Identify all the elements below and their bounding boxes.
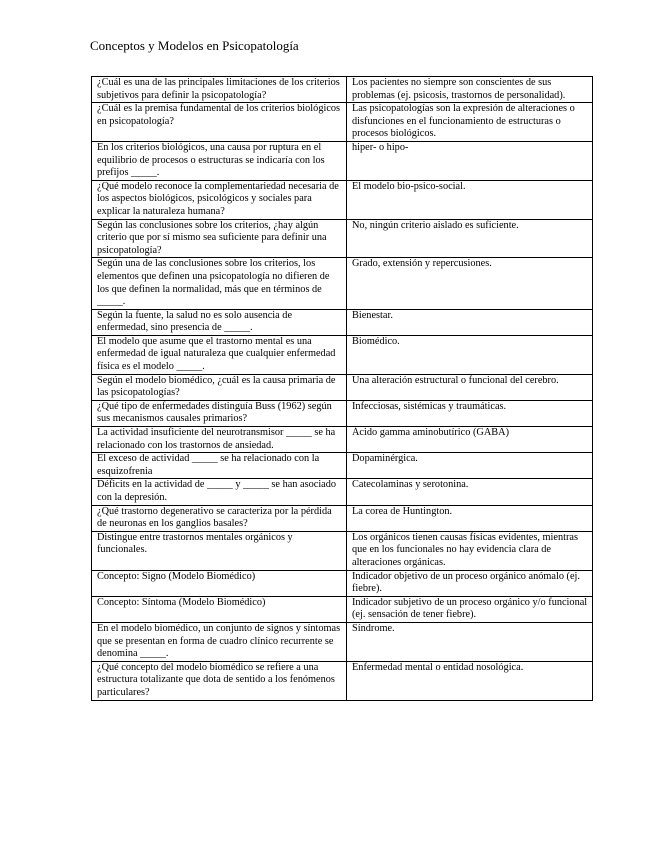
- table-row: [92, 141, 593, 180]
- answer-cell: Biomédico.: [347, 335, 593, 374]
- answer-cell: Ácido gamma aminobutírico (GABA): [347, 427, 593, 453]
- table-row: [92, 335, 593, 374]
- question-cell: Distingue entre trastornos mentales orgánicos y funcionales.: [92, 531, 347, 570]
- answer-cell: La corea de Huntington.: [347, 505, 593, 531]
- question-cell: Según una de las conclusiones sobre los criterios, los elementos que definen una psicopatología no difieren de los que definen la normalidad, más que en términos de _____.: [92, 258, 347, 309]
- question-cell: En el modelo biomédico, un conjunto de signos y síntomas que se presentan en forma de cuadro clínico recurrente se denomina _____.: [92, 622, 347, 661]
- table-row: [92, 374, 593, 400]
- table-row: [92, 596, 593, 622]
- answer-cell: El modelo bio-psico-social.: [347, 180, 593, 219]
- table-row: [92, 427, 593, 453]
- table-row: [92, 505, 593, 531]
- answer-cell: No, ningún criterio aislado es suficiente.: [347, 219, 593, 258]
- answer-cell: Las psicopatologías son la expresión de alteraciones o disfunciones en el funcionamiento de estructuras o procesos biológicos.: [347, 103, 593, 142]
- table-row: [92, 309, 593, 335]
- answer-cell: Catecolaminas y serotonina.: [347, 479, 593, 505]
- answer-cell: Indicador subjetivo de un proceso orgánico y/o funcional (ej. sensación de tener fiebre).: [347, 596, 593, 622]
- question-cell: Concepto: Signo (Modelo Biomédico): [92, 570, 347, 596]
- answer-cell: hiper- o hipo-: [347, 141, 593, 180]
- table-row: [92, 258, 593, 309]
- answer-cell: Bienestar.: [347, 309, 593, 335]
- question-cell: La actividad insuficiente del neurotransmisor _____ se ha relacionado con los trastornos de ansiedad.: [92, 427, 347, 453]
- question-cell: Según la fuente, la salud no es solo ausencia de enfermedad, sino presencia de _____.: [92, 309, 347, 335]
- table-row: [92, 661, 593, 700]
- question-cell: Déficits en la actividad de _____ y _____ se han asociado con la depresión.: [92, 479, 347, 505]
- question-cell: ¿Qué concepto del modelo biomédico se refiere a una estructura totalizante que dota de sentido a los fenómenos particulares?: [92, 661, 347, 700]
- table-row: [92, 570, 593, 596]
- answer-cell: Los pacientes no siempre son conscientes de sus problemas (ej. psicosis, trastornos de personalidad).: [347, 77, 593, 103]
- question-cell: Según las conclusiones sobre los criterios, ¿hay algún criterio que por sí mismo sea suficiente para definir una psicopatología?: [92, 219, 347, 258]
- question-cell: ¿Qué trastorno degenerativo se caracteriza por la pérdida de neuronas en los ganglios basales?: [92, 505, 347, 531]
- table-row: [92, 103, 593, 142]
- qa-table: [91, 76, 593, 701]
- answer-cell: Enfermedad mental o entidad nosológica.: [347, 661, 593, 700]
- table-row: [92, 180, 593, 219]
- answer-cell: Infecciosas, sistémicas y traumáticas.: [347, 400, 593, 426]
- question-cell: Concepto: Síntoma (Modelo Biomédico): [92, 596, 347, 622]
- answer-cell: Una alteración estructural o funcional del cerebro.: [347, 374, 593, 400]
- question-cell: ¿Cuál es la premisa fundamental de los criterios biológicos en psicopatología?: [92, 103, 347, 142]
- page-title: Conceptos y Modelos en Psicopatología: [90, 38, 299, 53]
- table-row: [92, 453, 593, 479]
- question-cell: ¿Qué modelo reconoce la complementariedad necesaria de los aspectos biológicos, psicológicos y sociales para explicar la naturaleza humana?: [92, 180, 347, 219]
- table-row: [92, 622, 593, 661]
- table-row: [92, 400, 593, 426]
- question-cell: Según el modelo biomédico, ¿cuál es la causa primaria de las psicopatologías?: [92, 374, 347, 400]
- table-row: [92, 479, 593, 505]
- answer-cell: Indicador objetivo de un proceso orgánico anómalo (ej. fiebre).: [347, 570, 593, 596]
- answer-cell: Grado, extensión y repercusiones.: [347, 258, 593, 309]
- question-cell: El exceso de actividad _____ se ha relacionado con la esquizofrenia: [92, 453, 347, 479]
- question-cell: ¿Cuál es una de las principales limitaciones de los criterios subjetivos para definir la psicopatología?: [92, 77, 347, 103]
- answer-cell: Los orgánicos tienen causas físicas evidentes, mientras que en los funcionales no hay evidencia clara de alteraciones orgánicas.: [347, 531, 593, 570]
- answer-cell: Dopaminérgica.: [347, 453, 593, 479]
- question-cell: El modelo que asume que el trastorno mental es una enfermedad de igual naturaleza que cualquier enfermedad física es el modelo _____.: [92, 335, 347, 374]
- question-cell: En los criterios biológicos, una causa por ruptura en el equilibrio de procesos o estructuras se indicaría con los prefijos _____.: [92, 141, 347, 180]
- answer-cell: Síndrome.: [347, 622, 593, 661]
- table-row: [92, 77, 593, 103]
- table-row: [92, 531, 593, 570]
- table-row: [92, 219, 593, 258]
- question-cell: ¿Qué tipo de enfermedades distinguía Buss (1962) según sus mecanismos causales primarios?: [92, 400, 347, 426]
